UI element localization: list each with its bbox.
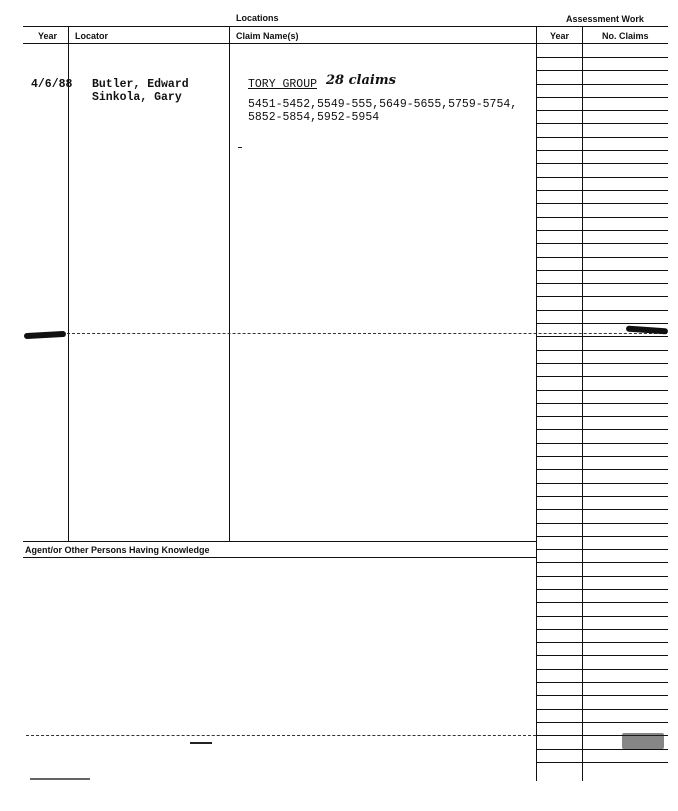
year-column-label: Year	[38, 31, 58, 41]
assessment-row-rule	[536, 602, 668, 603]
assessment-row-rule	[536, 390, 668, 391]
assessment-row-rule	[536, 376, 668, 377]
assessment-row-rule	[536, 616, 668, 617]
entry-handwritten-note: 28 claims	[326, 73, 396, 88]
assessment-row-rule	[536, 749, 668, 750]
assessment-row-rule	[536, 230, 668, 231]
assessment-row-rule	[536, 562, 668, 563]
locations-header: Locations	[236, 13, 279, 23]
assessment-row-rule	[536, 416, 668, 417]
assessment-row-rule	[536, 137, 668, 138]
assessment-row-rule	[536, 576, 668, 577]
assessment-row-rule	[536, 483, 668, 484]
agent-section-top-rule	[23, 541, 536, 542]
assessment-row-rule	[536, 123, 668, 124]
assessment-row-rule	[536, 163, 668, 164]
assessment-row-rule	[536, 243, 668, 244]
assessment-row-rule	[536, 429, 668, 430]
assessment-row-rule	[536, 496, 668, 497]
bottom-dashed-rule	[26, 735, 536, 737]
column-header-rule	[23, 43, 668, 44]
assessment-row-rule	[536, 110, 668, 111]
assessment-row-rule	[536, 57, 668, 58]
bottom-smudge-3	[622, 733, 664, 749]
entry-year: 4/6/88	[31, 78, 73, 91]
entry-locator-1: Butler, Edward	[92, 78, 189, 91]
locator-column-label: Locator	[75, 31, 109, 41]
assessment-row-rule	[536, 350, 668, 351]
assessment-row-rule	[536, 217, 668, 218]
assessment-row-rule	[536, 177, 668, 178]
assessment-row-rule	[536, 363, 668, 364]
claim-names-column-label: Claim Name(s)	[236, 31, 299, 41]
assessment-row-rule	[536, 655, 668, 656]
entry-claim-numbers-line2: 5852-5854,5952-5954	[248, 111, 380, 124]
assessment-row-rule	[536, 722, 668, 723]
entry-group-name: TORY GROUP	[248, 78, 318, 91]
agent-section-label-rule	[23, 557, 536, 558]
assessment-row-rule	[536, 695, 668, 696]
middle-divider-line	[62, 333, 667, 335]
assessment-row-rule	[536, 669, 668, 670]
assessment-row-rule	[536, 642, 668, 643]
assessment-row-rule	[536, 762, 668, 763]
assessment-work-header: Assessment Work	[566, 14, 644, 24]
left-heavy-mark	[24, 331, 66, 339]
assessment-row-rule	[536, 203, 668, 204]
assessment-row-rule	[536, 310, 668, 311]
year-locator-divider	[68, 26, 69, 541]
assessment-row-rule	[536, 150, 668, 151]
assessment-year-column-label: Year	[550, 31, 570, 41]
entry-locator-2: Sinkola, Gary	[92, 91, 182, 104]
assessment-row-rule	[536, 323, 668, 324]
stray-mark	[238, 147, 242, 148]
no-claims-column-label: No. Claims	[602, 31, 649, 41]
entry-claim-numbers-line1: 5451-5452,5549-555,5649-5655,5759-5754,	[248, 98, 518, 111]
assessment-row-rule	[536, 257, 668, 258]
assessment-row-rule	[536, 549, 668, 550]
assessment-row-rule	[536, 190, 668, 191]
assessment-row-rule	[536, 536, 668, 537]
assessment-row-rule	[536, 629, 668, 630]
assessment-row-rule	[536, 469, 668, 470]
assessment-row-rule	[536, 336, 668, 337]
assessment-row-rule	[536, 709, 668, 710]
assessment-row-rule	[536, 97, 668, 98]
bottom-smudge-1	[190, 742, 212, 744]
assessment-row-rule	[536, 443, 668, 444]
bottom-smudge-2	[30, 778, 90, 780]
assessment-row-rule	[536, 84, 668, 85]
assessment-row-rule	[536, 270, 668, 271]
assessment-row-rule	[536, 523, 668, 524]
assessment-row-rule	[536, 589, 668, 590]
assessment-row-rule	[536, 403, 668, 404]
header-top-rule	[23, 26, 668, 27]
assessment-row-rule	[536, 283, 668, 284]
assessment-row-rule	[536, 682, 668, 683]
locator-claims-divider	[229, 26, 230, 541]
assessment-row-rule	[536, 509, 668, 510]
assessment-row-rule	[536, 296, 668, 297]
assessment-row-rule	[536, 456, 668, 457]
assessment-row-rule	[536, 70, 668, 71]
agent-section-label: Agent/or Other Persons Having Knowledge	[25, 545, 210, 555]
